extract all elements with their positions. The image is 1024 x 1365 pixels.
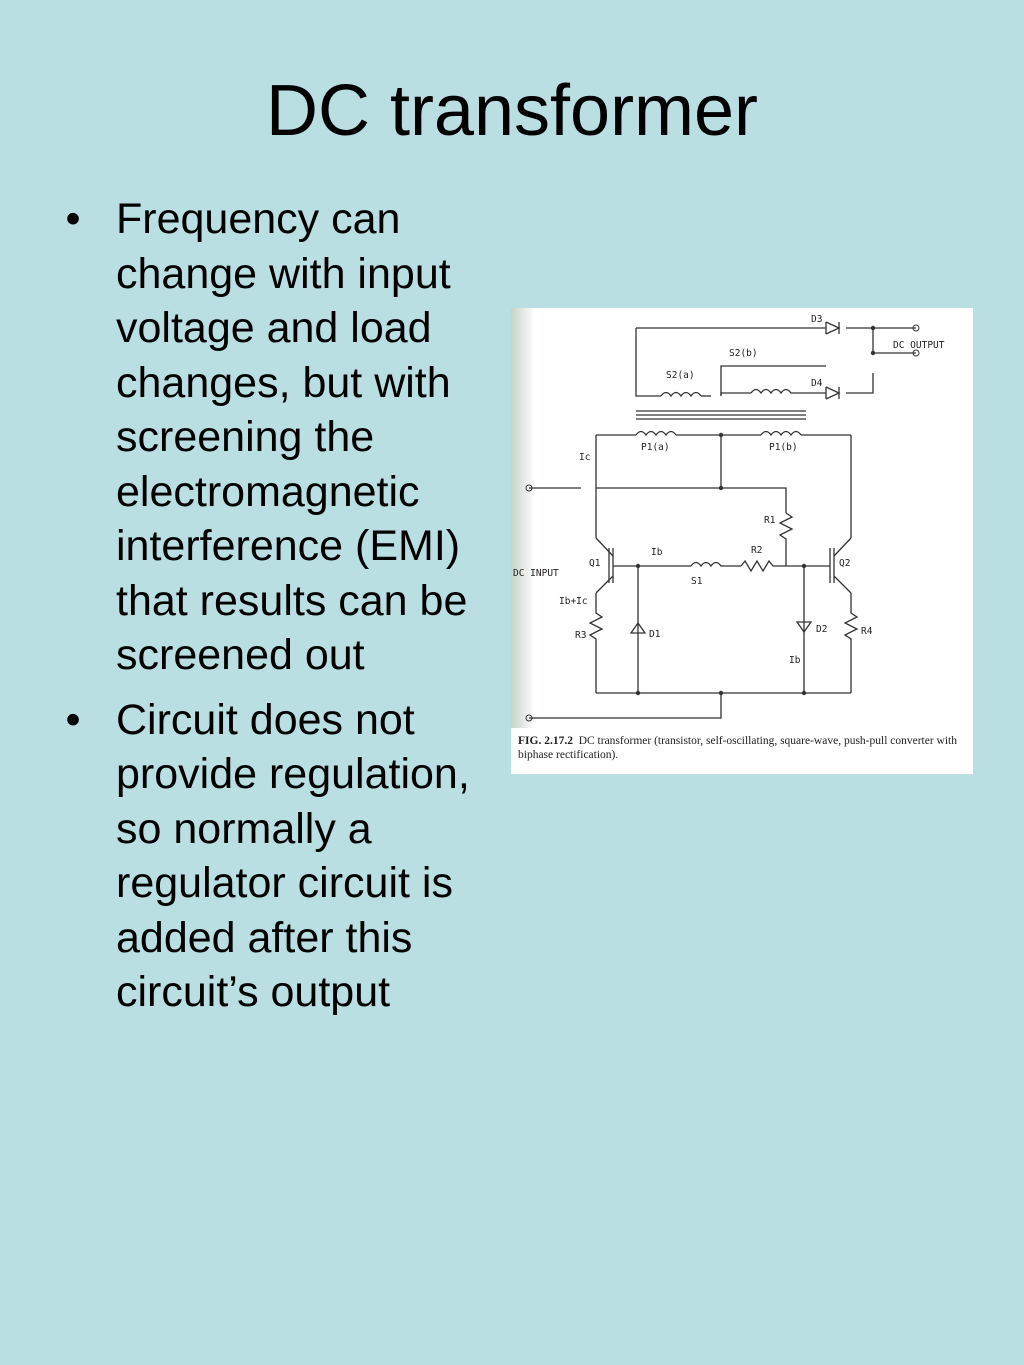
- r2-label: R2: [751, 545, 763, 556]
- s2a-label: S2(a): [666, 370, 695, 381]
- slide-title: DC transformer: [265, 71, 759, 151]
- r1-label: R1: [764, 515, 776, 526]
- s1-label: S1: [691, 576, 703, 587]
- bullet-icon: •: [65, 695, 81, 744]
- q2-label: Q2: [839, 558, 851, 569]
- s2b-label: S2(b): [729, 348, 758, 359]
- figure-caption-text: DC transformer (transistor, self-oscillating, square-wave, push-pull converter with biphase rectification).: [518, 735, 957, 761]
- bullet-text: Circuit does not provide regulation, so normally a regulator circuit is added after this circuit’s output: [116, 695, 470, 1016]
- ib-bottom-label: Ib: [789, 655, 801, 666]
- circuit-figure: [511, 308, 973, 774]
- p1b-label: P1(b): [769, 442, 798, 453]
- d4-label: D4: [811, 378, 823, 389]
- bullet-item: [58, 693, 498, 1020]
- circuit-diagram: [511, 308, 973, 728]
- dc-input-label: DC INPUT: [513, 568, 559, 579]
- ic-label: Ic: [579, 452, 591, 463]
- d2-label: D2: [816, 624, 828, 635]
- figure-number: FIG. 2.17.2: [518, 735, 573, 747]
- dc-output-label: DC OUTPUT: [893, 340, 945, 351]
- bullet-item: [58, 192, 498, 683]
- d3-label: D3: [811, 314, 823, 325]
- ib-top-label: Ib: [651, 547, 663, 558]
- p1a-label: P1(a): [641, 442, 670, 453]
- figure-caption: [518, 734, 968, 762]
- bullet-icon: •: [65, 195, 81, 243]
- ib-ic-label: Ib+Ic: [559, 596, 588, 607]
- r3-label: R3: [575, 630, 587, 641]
- r4-label: R4: [861, 626, 873, 637]
- d1-label: D1: [649, 629, 661, 640]
- bullet-list: [58, 192, 498, 1030]
- bullet-text: Frequency can change with input voltage and load changes, but with screening the electromagnetic interference (EMI) that results can be screened out: [116, 195, 468, 679]
- q1-label: Q1: [589, 558, 601, 569]
